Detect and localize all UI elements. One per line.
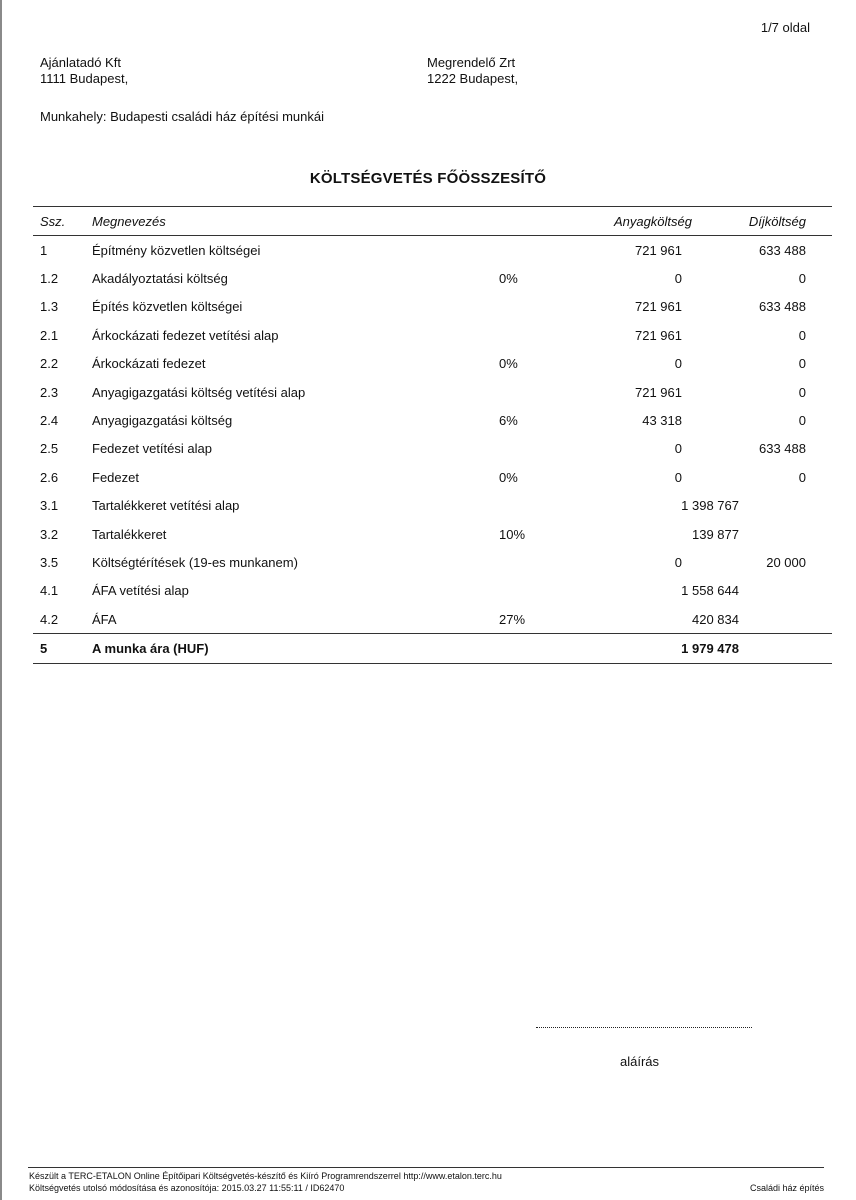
row-percent: 6% — [499, 413, 518, 429]
header-ssz: Ssz. — [40, 213, 66, 229]
row-name: ÁFA — [92, 611, 117, 627]
row-combined-value: 420 834 — [692, 611, 739, 627]
row-name: Árkockázati fedezet — [92, 356, 206, 372]
table-row — [33, 492, 832, 520]
header-name: Megnevezés — [92, 213, 166, 229]
table-row — [33, 548, 832, 576]
table-row — [33, 264, 832, 292]
row-anyagkoltseg: 0 — [674, 271, 682, 287]
table-row — [33, 378, 832, 406]
row-name: Költségtérítések (19-es munkanem) — [92, 554, 298, 570]
client-address: 1222 Budapest, — [427, 71, 519, 86]
row-name: Fedezet — [92, 469, 139, 485]
row-percent: 0% — [499, 356, 518, 372]
row-dijkoltseg: 633 488 — [759, 299, 806, 315]
total-ssz: 5 — [40, 641, 48, 657]
row-anyagkoltseg: 0 — [674, 469, 682, 485]
row-dijkoltseg: 633 488 — [759, 242, 806, 258]
table-row — [33, 605, 832, 633]
row-dijkoltseg: 20 000 — [766, 554, 806, 570]
row-name: Tartalékkeret vetítési alap — [92, 498, 240, 514]
row-ssz: 2.2 — [40, 356, 59, 372]
page-number: 1/7 oldal — [760, 20, 810, 35]
row-ssz: 2.6 — [40, 469, 59, 485]
row-ssz: 2.5 — [40, 441, 59, 457]
row-ssz: 3.5 — [40, 554, 59, 570]
total-value: 1 979 478 — [681, 641, 739, 657]
client-name: Megrendelő Zrt — [427, 55, 516, 70]
table-row — [33, 435, 832, 463]
row-ssz: 2.4 — [40, 413, 59, 429]
row-anyagkoltseg: 721 961 — [635, 242, 682, 258]
contractor-block — [40, 55, 128, 87]
row-combined-value: 1 398 767 — [681, 498, 739, 514]
signature-line — [536, 1027, 752, 1028]
row-ssz: 1.3 — [40, 299, 59, 315]
row-ssz: 3.1 — [40, 498, 59, 514]
row-anyagkoltseg: 0 — [674, 441, 682, 457]
table-body — [33, 236, 832, 633]
client-block — [427, 55, 518, 87]
row-ssz: 4.2 — [40, 611, 59, 627]
row-dijkoltseg: 0 — [798, 469, 806, 485]
table-row — [33, 577, 832, 605]
table-row — [33, 350, 832, 378]
table-row — [33, 236, 832, 264]
row-ssz: 1.2 — [40, 271, 59, 287]
header-anyag: Anyagköltség — [613, 213, 692, 229]
row-name: Építmény közvetlen költségei — [92, 242, 261, 258]
row-anyagkoltseg: 721 961 — [635, 384, 682, 400]
table-row — [33, 520, 832, 548]
table-header — [33, 206, 832, 236]
row-dijkoltseg: 0 — [798, 356, 806, 372]
row-ssz: 2.1 — [40, 327, 59, 343]
contractor-address: 1111 Budapest, — [40, 71, 129, 86]
row-ssz: 1 — [40, 242, 48, 258]
row-dijkoltseg: 0 — [798, 271, 806, 287]
document-title: KÖLTSÉGVETÉS FŐÖSSZESÍTŐ — [309, 170, 547, 187]
signature-label: aláírás — [620, 1054, 660, 1069]
footer-divider — [28, 1167, 824, 1168]
footer-modified-note: Költségvetés utolsó módosítása és azonosítója: 2015.03.27 11:55:11 / ID62470 — [29, 1183, 345, 1193]
row-name: Anyagigazgatási költség vetítési alap — [92, 384, 306, 400]
row-percent: 0% — [499, 271, 518, 287]
row-ssz: 2.3 — [40, 384, 59, 400]
row-dijkoltseg: 0 — [798, 413, 806, 429]
row-name: ÁFA vetítési alap — [92, 583, 189, 599]
row-dijkoltseg: 633 488 — [759, 441, 806, 457]
table-row — [33, 406, 832, 434]
total-name: A munka ára (HUF) — [92, 641, 209, 657]
row-percent: 10% — [499, 526, 526, 542]
row-percent: 0% — [499, 469, 518, 485]
row-name: Építés közvetlen költségei — [92, 299, 243, 315]
row-anyagkoltseg: 721 961 — [635, 327, 682, 343]
row-anyagkoltseg: 43 318 — [642, 413, 682, 429]
row-name: Tartalékkeret — [92, 526, 167, 542]
row-ssz: 4.1 — [40, 583, 59, 599]
summary-table — [33, 206, 832, 664]
header-dij: Díjköltség — [748, 213, 806, 229]
row-combined-value: 1 558 644 — [681, 583, 739, 599]
row-anyagkoltseg: 0 — [674, 356, 682, 372]
row-name: Árkockázati fedezet vetítési alap — [92, 327, 279, 343]
row-name: Akadályoztatási költség — [92, 271, 228, 287]
table-row — [33, 293, 832, 321]
row-ssz: 3.2 — [40, 526, 59, 542]
row-combined-value: 139 877 — [692, 526, 739, 542]
row-dijkoltseg: 0 — [798, 384, 806, 400]
row-name: Anyagigazgatási költség — [92, 413, 233, 429]
footer-software-note: Készült a TERC-ETALON Online Építőipari Költségvetés-készítő és Kiíró Programrendszerrel http://www.etalon.terc.hu — [29, 1171, 502, 1181]
contractor-name: Ajánlatadó Kft — [40, 55, 121, 70]
table-row — [33, 463, 832, 491]
row-anyagkoltseg: 0 — [674, 554, 682, 570]
table-total-row — [33, 633, 832, 663]
table-row — [33, 321, 832, 349]
row-percent: 27% — [499, 611, 526, 627]
row-dijkoltseg: 0 — [798, 327, 806, 343]
row-anyagkoltseg: 721 961 — [635, 299, 682, 315]
footer-project-name: Családi ház építés — [749, 1183, 824, 1193]
workplace-line: Munkahely: Budapesti családi ház építési munkái — [40, 109, 324, 124]
row-name: Fedezet vetítési alap — [92, 441, 212, 457]
